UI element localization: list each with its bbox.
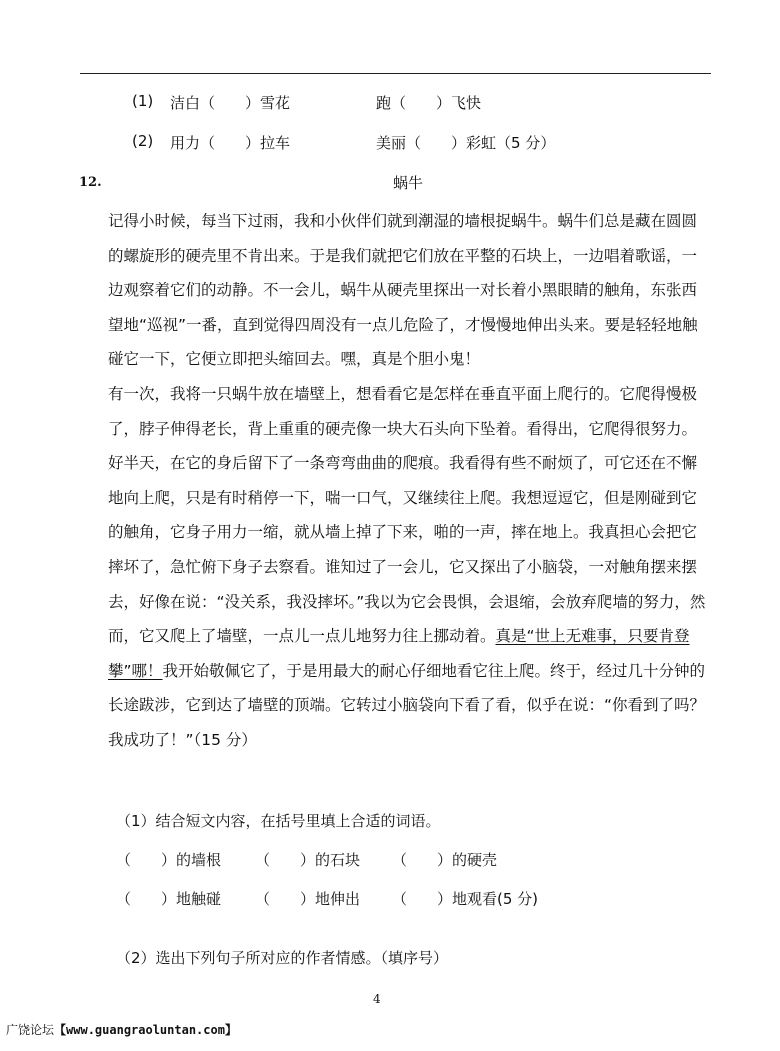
footer-site-name: 广饶论坛	[6, 1023, 55, 1037]
header-rule	[80, 73, 711, 74]
paragraph-2-part-1: 有一次，我将一只蜗牛放在墙壁上，想看看它是怎样在垂直平面上爬行的。它爬得慢极了，脖子伸得老长，背上重重的硬壳像一块大石头向下坠着。看得出，它爬得很努力。好半天，在它的身后留下了一条弯弯曲曲的爬痕。我看得有些不耐烦了，可它还在不懈地向上爬，只是有时稍停一下，喘一口气，又继续往上爬。我想逗逗它，但是刚碰到它的触角，它身子用力一缩，就从墙上掉了下来，啪的一声，摔在地上。我真担心会把它摔坏了，急忙俯下身子去察看。谁知过了一会儿，它又探出了小脑袋，一对触角摆来摆去，好像在说：“没关系，我没摔坏。”我以为它会畏惧，会退缩，会放弃爬墙的努力，然而，它又爬上了墙壁，一点儿一点儿地努力往上挪动着。	[108, 384, 706, 646]
question-number: 12.	[79, 175, 102, 190]
sub-question-1: （1）结合短文内容，在括号里填上合适的词语。	[116, 812, 441, 830]
fill-blank-2-3: （ ）地观看(5 分)	[392, 890, 539, 908]
prev-row2-item-b: 美丽（ ）彩虹（5 分）	[376, 134, 556, 152]
passage-title: 蜗牛	[393, 174, 424, 192]
fill-blank-1-1: （ ）的墙根	[116, 851, 222, 869]
paragraph-2-part-2: 我开始敬佩它了，于是用最大的耐心仔细地看它往上爬。终于，经过几十分钟的长途跋涉，它到达了墙壁的顶端。它转过小脑袋向下看了看，似乎在说：“你看到了吗？我成功了！”（15 分）	[108, 661, 706, 749]
fill-blank-1-2: （ ）的石块	[255, 851, 361, 869]
paragraph-2	[108, 377, 712, 758]
fill-blank-2-2: （ ）地伸出	[255, 890, 361, 908]
prev-row2-item-a: 用力（ ）拉车	[170, 134, 291, 152]
footer-url: 【www.guangraoluntan.com】	[54, 1023, 237, 1037]
fill-blank-1-3: （ ）的硬壳	[392, 851, 498, 869]
paragraph-1: 记得小时候，每当下过雨，我和小伙伴们就到潮湿的墙根捉蜗牛。蜗牛们总是藏在圆圆的螺旋形的硬壳里不肯出来。于是我们就把它们放在平整的石块上，一边唱着歌谣，一边观察着它们的动静。不一会儿，蜗牛从硬壳里探出一对长着小黑眼睛的触角，东张西望地“巡视”一番，直到觉得四周没有一点儿危险了，才慢慢地伸出头来。要是轻轻地触碰它一下，它便立即把头缩回去。嘿，真是个胆小鬼！	[108, 212, 698, 369]
prev-row2-num: (2)	[132, 132, 154, 150]
sub-question-2: （2）选出下列句子所对应的作者情感。（填序号）	[116, 949, 449, 967]
footer-watermark	[6, 1021, 237, 1038]
prev-row1-item-b: 跑（ ）飞快	[376, 94, 482, 112]
page-number: 4	[373, 992, 381, 1006]
prev-row1-num: (1)	[132, 92, 154, 110]
prev-row1-item-a: 洁白（ ）雪花	[170, 94, 291, 112]
underlined-sentence: 真是“世上无难事，只要肯登攀”哪！	[108, 627, 690, 680]
passage-body	[108, 204, 712, 758]
fill-blank-2-1: （ ）地触碰	[116, 890, 222, 908]
